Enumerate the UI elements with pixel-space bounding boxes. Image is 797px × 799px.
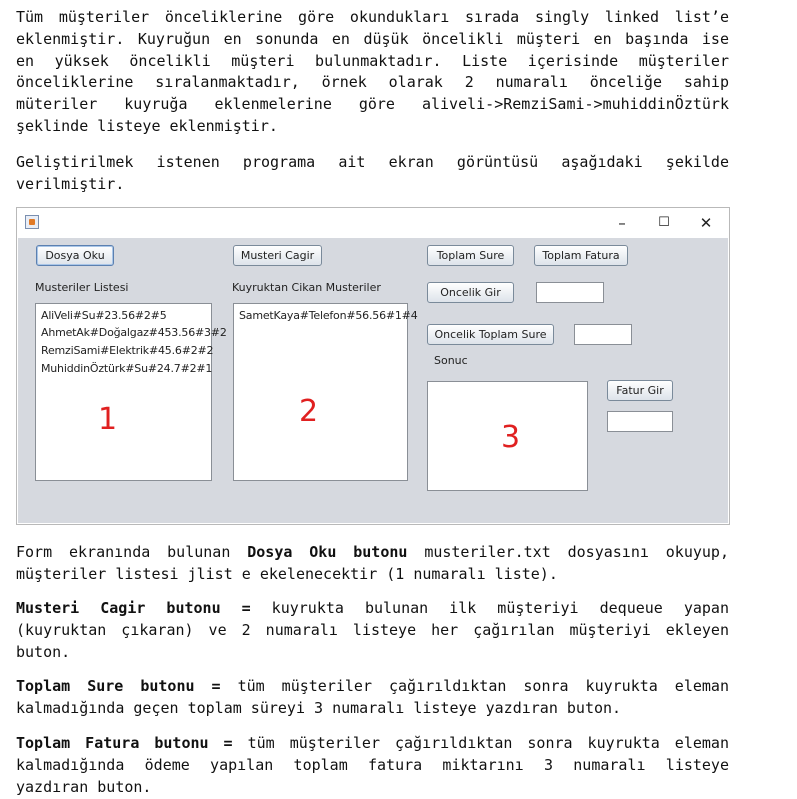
list-item[interactable]: RemziSami#Elektrik#45.6#2#2 (41, 344, 214, 357)
screenshot-intro-line: verilmiştir. (16, 174, 125, 193)
description-text: Form ekranında bulunan (16, 543, 248, 561)
description-text: tüm müşteriler çağırıldıktan sonra kuyrukta eleman (220, 677, 729, 695)
kuyruktan-cikan-list[interactable] (233, 303, 418, 481)
intro-line: müteriler kuyruğa eklenmelerine göre aliveli->RemziSami->muhiddinÖztürk (16, 95, 729, 114)
intro-line: en yüksek öncelikli müşteri bulunmaktadır. Liste içerisinde müşteriler (16, 51, 729, 70)
minimize-icon[interactable]: – (618, 214, 626, 232)
description-line: kalmadığında ödeme yapılan toplam fatura miktarını 3 numaralı listeye (16, 755, 729, 774)
description-text: musteriler.txt dosyasını okuyup, (407, 543, 729, 561)
description-line (16, 676, 729, 698)
description-line: yazdıran buton. (16, 777, 152, 796)
window-content (18, 238, 728, 523)
kuyruktan-cikan-label: Kuyruktan Cikan Musteriler (232, 281, 381, 294)
description-bold: Toplam Fatura butonu = (16, 734, 233, 752)
intro-line: şeklinde listeye eklenmiştir. (16, 116, 278, 135)
close-icon[interactable]: ✕ (699, 214, 713, 232)
fatur-gir-button[interactable]: Fatur Gir (607, 380, 673, 401)
oncelik-toplam-sure-button[interactable]: Oncelik Toplam Sure (427, 324, 554, 345)
description-line: (kuyruktan çıkaran) ve 2 numaralı listeye her çağırılan müşteriyi ekleyen (16, 620, 729, 639)
dosya-oku-button[interactable]: Dosya Oku (36, 245, 114, 266)
description-line: kalmadığında geçen toplam süreyi 3 numaralı listeye yazdıran buton. (16, 698, 622, 717)
list-item[interactable]: SametKaya#Telefon#56.56#1#4 (239, 309, 418, 322)
description-text: kuyrukta bulunan ilk müşteriyi dequeue yapan (250, 599, 729, 617)
list-item[interactable]: MuhiddinÖztürk#Su#24.7#2#1 (41, 362, 213, 375)
musteri-cagir-button[interactable]: Musteri Cagir (233, 245, 322, 266)
description-toplam-fatura (16, 733, 729, 798)
sonuc-list[interactable] (427, 381, 588, 491)
java-form-window (16, 207, 730, 525)
description-line (16, 733, 729, 755)
list-number-marker: 2 (299, 394, 319, 429)
description-dosya-oku (16, 542, 729, 586)
list-item[interactable]: AhmetAk#Doğalgaz#453.56#3#2 (41, 326, 227, 339)
screenshot-intro-paragraph (16, 152, 729, 196)
java-app-icon (25, 215, 39, 229)
description-bold: Musteri Cagir butonu = (16, 599, 251, 617)
sonuc-label: Sonuc (434, 354, 468, 367)
toplam-fatura-button[interactable]: Toplam Fatura (534, 245, 628, 266)
musteriler-list[interactable] (35, 303, 227, 481)
oncelik-toplam-sure-input[interactable] (574, 324, 632, 345)
description-musteri-cagir (16, 598, 729, 663)
oncelik-input[interactable] (536, 282, 604, 303)
description-bold: Dosya Oku butonu (247, 543, 408, 561)
musteriler-listesi-label: Musteriler Listesi (35, 281, 129, 294)
description-bold: Toplam Sure butonu = (16, 677, 221, 695)
toplam-sure-button[interactable]: Toplam Sure (427, 245, 514, 266)
intro-line: eklenmiştir. Kuyruğun en sonunda en düşük öncelikli müşteri en başında ise (16, 29, 729, 48)
maximize-icon[interactable]: ☐ (658, 215, 670, 230)
description-toplam-sure (16, 676, 729, 720)
intro-line: önceliklerine sıralanmaktadır, örnek olarak 2 numaralı önceliğe sahip (16, 73, 729, 92)
intro-paragraph (16, 7, 729, 138)
description-line: müşteriler listesi jlist e ekelenecektir (1 numaralı liste). (16, 564, 558, 583)
list-number-marker: 3 (501, 420, 521, 455)
description-line (16, 542, 729, 564)
intro-line: Tüm müşteriler önceliklerine göre okundukları sırada singly linked list’e (16, 8, 729, 26)
list-item[interactable]: AliVeli#Su#23.56#2#5 (41, 309, 167, 322)
description-line (16, 598, 729, 620)
description-line: buton. (16, 642, 71, 661)
list-number-marker: 1 (98, 402, 118, 437)
fatur-input[interactable] (607, 411, 673, 432)
screenshot-intro-line: Geliştirilmek istenen programa ait ekran görüntüsü aşağıdaki şekilde (16, 153, 729, 171)
oncelik-gir-button[interactable]: Oncelik Gir (427, 282, 514, 303)
window-titlebar (17, 208, 729, 238)
description-text: tüm müşteriler çağırıldıktan sonra kuyrukta eleman (232, 734, 729, 752)
